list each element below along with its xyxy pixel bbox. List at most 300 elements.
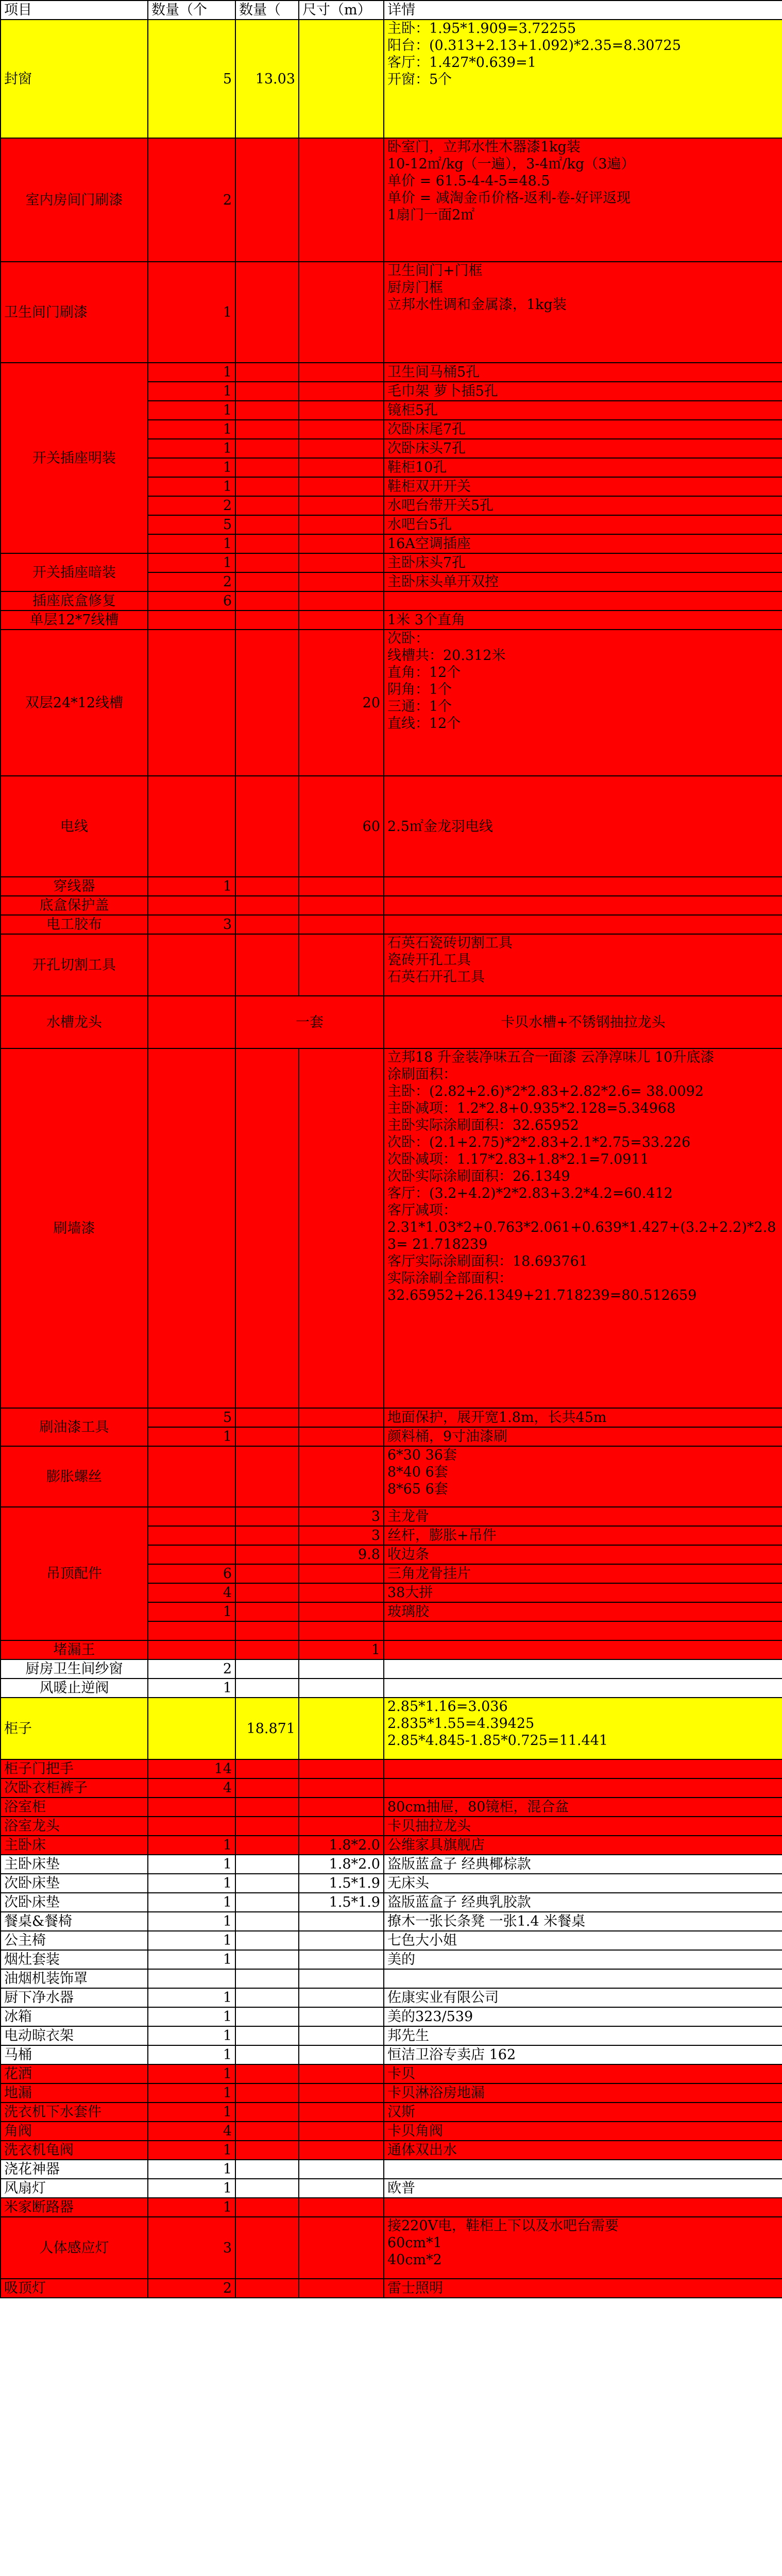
qty-count-cell[interactable]: 1 (148, 1679, 235, 1698)
size-cell[interactable] (299, 2141, 384, 2160)
size-cell[interactable] (299, 934, 384, 996)
details-cell[interactable] (384, 1640, 782, 1659)
size-cell[interactable] (299, 477, 384, 496)
details-cell[interactable] (384, 2026, 782, 2045)
qty-count-cell[interactable] (148, 776, 235, 877)
item-cell[interactable]: 室内房间门刷漆 (1, 138, 148, 262)
qty-count-cell[interactable]: 2 (148, 1659, 235, 1679)
size-cell[interactable] (299, 2160, 384, 2179)
qty-count-cell[interactable]: 1 (148, 363, 235, 382)
details-cell[interactable] (384, 1048, 782, 1408)
qty-cell[interactable] (235, 2122, 299, 2141)
item-cell[interactable]: 次卧床垫 (1, 1893, 148, 1912)
qty-count-cell[interactable]: 2 (148, 2279, 235, 2298)
qty-count-cell[interactable]: 1 (148, 1931, 235, 1950)
item-cell[interactable]: 米家断路器 (1, 2198, 148, 2217)
qty-cell[interactable] (235, 420, 299, 439)
details-cell[interactable] (384, 630, 782, 776)
item-cell[interactable]: 插座底盒修复 (1, 591, 148, 611)
size-cell[interactable] (299, 611, 384, 630)
size-cell[interactable] (299, 1621, 384, 1640)
qty-cell[interactable] (235, 496, 299, 515)
qty-count-cell[interactable]: 5 (148, 1408, 235, 1427)
details-cell[interactable] (384, 934, 782, 996)
size-cell[interactable]: 9.8 (299, 1545, 384, 1564)
qty-cell[interactable]: 18.871 (235, 1698, 299, 1759)
qty-cell[interactable] (235, 1855, 299, 1874)
details-cell[interactable] (384, 1855, 782, 1874)
details-cell[interactable] (384, 572, 782, 591)
size-cell[interactable] (299, 534, 384, 553)
item-cell[interactable]: 双层24*12线槽 (1, 630, 148, 776)
qty-count-cell[interactable]: 1 (148, 2103, 235, 2122)
size-cell[interactable] (299, 1912, 384, 1931)
qty-cell[interactable] (235, 934, 299, 996)
qty-cell[interactable] (235, 877, 299, 896)
qty-cell[interactable]: 13.03 (235, 20, 299, 138)
qty-count-cell[interactable]: 4 (148, 1583, 235, 1602)
details-cell[interactable] (384, 1912, 782, 1931)
qty-cell[interactable] (235, 1526, 299, 1545)
size-cell[interactable]: 3 (299, 1526, 384, 1545)
details-cell[interactable] (384, 915, 782, 934)
qty-cell[interactable] (235, 1950, 299, 1969)
qty-count-cell[interactable]: 1 (148, 1874, 235, 1893)
size-cell[interactable] (299, 2103, 384, 2122)
item-cell[interactable]: 风暖止逆阀 (1, 1679, 148, 1698)
qty-cell[interactable] (235, 1931, 299, 1950)
qty-cell[interactable] (235, 1583, 299, 1602)
qty-cell[interactable] (235, 2141, 299, 2160)
qty-count-cell[interactable]: 1 (148, 1950, 235, 1969)
size-cell[interactable]: 1 (299, 1640, 384, 1659)
details-cell[interactable] (384, 363, 782, 382)
details-cell[interactable] (384, 2160, 782, 2179)
item-cell[interactable]: 开关插座暗装 (1, 553, 148, 591)
details-cell[interactable] (384, 996, 782, 1048)
details-cell[interactable] (384, 1950, 782, 1969)
qty-count-cell[interactable]: 2 (148, 496, 235, 515)
qty-cell[interactable] (235, 1912, 299, 1931)
item-cell[interactable]: 电动晾衣架 (1, 2026, 148, 2045)
qty-count-cell[interactable]: 1 (148, 477, 235, 496)
header-details[interactable]: 详情 (384, 1, 782, 20)
size-cell[interactable] (299, 401, 384, 420)
item-cell[interactable]: 冰箱 (1, 2007, 148, 2026)
size-cell[interactable] (299, 2083, 384, 2103)
qty-count-cell[interactable]: 1 (148, 1912, 235, 1931)
details-cell[interactable] (384, 1602, 782, 1621)
details-cell[interactable] (384, 2179, 782, 2198)
size-cell[interactable] (299, 2217, 384, 2279)
size-cell[interactable] (299, 2279, 384, 2298)
size-cell[interactable]: 1.8*2.0 (299, 1836, 384, 1855)
details-cell[interactable] (384, 2045, 782, 2064)
size-cell[interactable] (299, 2198, 384, 2217)
item-cell[interactable]: 主卧床 (1, 1836, 148, 1855)
details-cell[interactable] (384, 1698, 782, 1759)
item-cell[interactable]: 堵漏王 (1, 1640, 148, 1659)
size-cell[interactable] (299, 439, 384, 458)
item-cell[interactable]: 电工胶布 (1, 915, 148, 934)
qty-cell[interactable] (235, 915, 299, 934)
item-cell[interactable]: 餐桌&餐椅 (1, 1912, 148, 1931)
size-cell[interactable] (299, 382, 384, 401)
size-cell[interactable]: 1.5*1.9 (299, 1874, 384, 1893)
qty-count-cell[interactable]: 1 (148, 1836, 235, 1855)
header-size[interactable]: 尺寸（m） (299, 1, 384, 20)
item-cell[interactable]: 风扇灯 (1, 2179, 148, 2198)
item-cell[interactable]: 浇花神器 (1, 2160, 148, 2179)
qty-cell[interactable] (235, 2045, 299, 2064)
qty-cell[interactable] (235, 1621, 299, 1640)
size-cell[interactable] (299, 1427, 384, 1446)
qty-count-cell[interactable]: 1 (148, 2064, 235, 2083)
qty-count-cell[interactable]: 1 (148, 1893, 235, 1912)
qty-cell[interactable] (235, 591, 299, 611)
size-cell[interactable] (299, 877, 384, 896)
details-cell[interactable] (384, 1507, 782, 1526)
details-cell[interactable] (384, 534, 782, 553)
qty-cell[interactable] (235, 2217, 299, 2279)
qty-cell[interactable] (235, 1836, 299, 1855)
details-cell[interactable] (384, 1969, 782, 1988)
details-cell[interactable] (384, 477, 782, 496)
qty-cell[interactable] (235, 1640, 299, 1659)
qty-count-cell[interactable]: 1 (148, 458, 235, 477)
details-cell[interactable] (384, 1798, 782, 1817)
item-cell[interactable]: 公主椅 (1, 1931, 148, 1950)
qty-count-cell[interactable]: 5 (148, 515, 235, 534)
qty-cell[interactable] (235, 363, 299, 382)
details-cell[interactable] (384, 877, 782, 896)
header-qty-count[interactable]: 数量（个 (148, 1, 235, 20)
qty-cell[interactable] (235, 1048, 299, 1408)
details-cell[interactable] (384, 1759, 782, 1778)
details-cell[interactable] (384, 2103, 782, 2122)
size-cell[interactable] (299, 1798, 384, 1817)
size-cell[interactable] (299, 496, 384, 515)
details-cell[interactable] (384, 1427, 782, 1446)
details-cell[interactable] (384, 138, 782, 262)
size-cell[interactable] (299, 363, 384, 382)
details-cell[interactable] (384, 1817, 782, 1836)
qty-cell[interactable] (235, 1988, 299, 2007)
size-cell[interactable]: 3 (299, 1507, 384, 1526)
size-cell[interactable] (299, 896, 384, 915)
qty-cell[interactable] (235, 1874, 299, 1893)
item-cell[interactable]: 刷墙漆 (1, 1048, 148, 1408)
item-cell[interactable]: 底盒保护盖 (1, 896, 148, 915)
details-cell[interactable] (384, 1988, 782, 2007)
qty-cell[interactable] (235, 630, 299, 776)
details-cell[interactable] (384, 1874, 782, 1893)
qty-cell[interactable] (235, 1446, 299, 1507)
qty-cell[interactable] (235, 1507, 299, 1526)
item-cell[interactable]: 花洒 (1, 2064, 148, 2083)
size-cell[interactable] (299, 262, 384, 363)
qty-count-cell[interactable] (148, 1048, 235, 1408)
details-cell[interactable] (384, 439, 782, 458)
qty-cell[interactable] (235, 138, 299, 262)
size-cell[interactable] (299, 1988, 384, 2007)
size-cell[interactable] (299, 2179, 384, 2198)
qty-cell[interactable] (235, 1893, 299, 1912)
item-cell[interactable]: 地漏 (1, 2083, 148, 2103)
item-cell[interactable]: 电线 (1, 776, 148, 877)
qty-count-cell[interactable]: 1 (148, 1855, 235, 1874)
size-cell[interactable] (299, 915, 384, 934)
qty-count-cell[interactable] (148, 934, 235, 996)
size-cell[interactable] (299, 591, 384, 611)
qty-cell[interactable] (235, 2279, 299, 2298)
size-cell[interactable] (299, 2045, 384, 2064)
qty-cell[interactable] (235, 477, 299, 496)
item-cell[interactable]: 单层12*7线槽 (1, 611, 148, 630)
header-qty[interactable]: 数量（ (235, 1, 299, 20)
details-cell[interactable] (384, 776, 782, 877)
item-cell[interactable]: 次卧床垫 (1, 1874, 148, 1893)
qty-count-cell[interactable]: 1 (148, 2026, 235, 2045)
item-cell[interactable]: 吸顶灯 (1, 2279, 148, 2298)
qty-count-cell[interactable]: 6 (148, 1564, 235, 1583)
qty-count-cell[interactable] (148, 630, 235, 776)
qty-cell[interactable] (235, 1564, 299, 1583)
size-cell[interactable] (299, 1583, 384, 1602)
qty-cell[interactable] (235, 401, 299, 420)
details-cell[interactable] (384, 1408, 782, 1427)
details-cell[interactable] (384, 1621, 782, 1640)
qty-count-cell[interactable]: 14 (148, 1759, 235, 1778)
item-cell[interactable]: 卫生间门刷漆 (1, 262, 148, 363)
qty-count-cell[interactable]: 1 (148, 534, 235, 553)
details-cell[interactable] (384, 1931, 782, 1950)
details-cell[interactable] (384, 382, 782, 401)
qty-count-cell[interactable]: 3 (148, 915, 235, 934)
item-cell[interactable]: 穿线器 (1, 877, 148, 896)
size-cell[interactable] (299, 2122, 384, 2141)
qty-count-cell[interactable] (148, 1817, 235, 1836)
qty-cell[interactable] (235, 2007, 299, 2026)
qty-cell[interactable] (235, 1969, 299, 1988)
item-cell[interactable]: 开孔切割工具 (1, 934, 148, 996)
size-cell[interactable]: 1.8*2.0 (299, 1855, 384, 1874)
qty-count-cell[interactable] (148, 1526, 235, 1545)
size-cell[interactable] (299, 1931, 384, 1950)
qty-cell[interactable] (235, 515, 299, 534)
size-cell[interactable] (299, 1698, 384, 1759)
size-cell[interactable] (299, 1048, 384, 1408)
item-cell[interactable]: 洗衣机下水套件 (1, 2103, 148, 2122)
qty-cell[interactable] (235, 2160, 299, 2179)
size-cell[interactable]: 60 (299, 776, 384, 877)
details-cell[interactable] (384, 1659, 782, 1679)
qty-count-cell[interactable]: 1 (148, 877, 235, 896)
qty-count-cell[interactable]: 1 (148, 1602, 235, 1621)
qty-count-cell[interactable]: 5 (148, 20, 235, 138)
qty-count-cell[interactable]: 1 (148, 439, 235, 458)
qty-cell[interactable] (235, 776, 299, 877)
qty-cell[interactable] (235, 611, 299, 630)
details-cell[interactable] (384, 2007, 782, 2026)
qty-cell[interactable] (235, 2083, 299, 2103)
header-item[interactable]: 项目 (1, 1, 148, 20)
item-cell[interactable]: 厨房卫生间纱窗 (1, 1659, 148, 1679)
item-cell[interactable]: 柜子 (1, 1698, 148, 1759)
qty-cell[interactable] (235, 262, 299, 363)
size-cell[interactable] (299, 1408, 384, 1427)
qty-count-cell[interactable]: 1 (148, 401, 235, 420)
qty-count-cell[interactable]: 1 (148, 2083, 235, 2103)
item-cell[interactable]: 封窗 (1, 20, 148, 138)
item-cell[interactable]: 浴室柜 (1, 1798, 148, 1817)
size-cell[interactable] (299, 1778, 384, 1798)
details-cell[interactable] (384, 896, 782, 915)
item-cell[interactable]: 主卧床垫 (1, 1855, 148, 1874)
details-cell[interactable] (384, 2198, 782, 2217)
qty-count-cell[interactable]: 1 (148, 2141, 235, 2160)
qty-count-cell[interactable] (148, 1507, 235, 1526)
qty-cell[interactable] (235, 2198, 299, 2217)
item-cell[interactable]: 膨胀螺丝 (1, 1446, 148, 1507)
size-cell[interactable] (299, 2026, 384, 2045)
item-cell[interactable]: 油烟机装饰罩 (1, 1969, 148, 1988)
details-cell[interactable] (384, 20, 782, 138)
qty-count-cell[interactable] (148, 1698, 235, 1759)
details-cell[interactable] (384, 401, 782, 420)
details-cell[interactable] (384, 591, 782, 611)
qty-cell[interactable] (235, 1408, 299, 1427)
qty-count-cell[interactable] (148, 1621, 235, 1640)
qty-count-cell[interactable]: 1 (148, 553, 235, 572)
details-cell[interactable] (384, 1545, 782, 1564)
qty-count-cell[interactable]: 1 (148, 1988, 235, 2007)
details-cell[interactable] (384, 1564, 782, 1583)
item-cell[interactable]: 水槽龙头 (1, 996, 148, 1048)
qty-cell[interactable] (235, 439, 299, 458)
size-cell[interactable] (299, 1969, 384, 1988)
qty-count-cell[interactable]: 1 (148, 2045, 235, 2064)
details-cell[interactable] (384, 2064, 782, 2083)
qty-count-cell[interactable]: 1 (148, 2179, 235, 2198)
size-cell[interactable] (299, 515, 384, 534)
qty-count-cell[interactable]: 6 (148, 591, 235, 611)
qty-cell[interactable] (235, 896, 299, 915)
size-cell[interactable] (299, 138, 384, 262)
size-cell[interactable] (299, 1817, 384, 1836)
details-cell[interactable] (384, 1778, 782, 1798)
item-cell[interactable]: 吊顶配件 (1, 1507, 148, 1640)
size-cell[interactable] (299, 553, 384, 572)
item-cell[interactable]: 马桶 (1, 2045, 148, 2064)
qty-count-cell[interactable] (148, 1640, 235, 1659)
size-cell[interactable]: 1.5*1.9 (299, 1893, 384, 1912)
details-cell[interactable] (384, 2122, 782, 2141)
item-cell[interactable]: 刷油漆工具 (1, 1408, 148, 1446)
item-cell[interactable]: 柜子门把手 (1, 1759, 148, 1778)
size-cell[interactable] (299, 1602, 384, 1621)
qty-count-cell[interactable]: 1 (148, 420, 235, 439)
size-cell[interactable]: 20 (299, 630, 384, 776)
details-cell[interactable] (384, 262, 782, 363)
size-cell[interactable] (299, 1659, 384, 1679)
size-cell[interactable] (299, 2007, 384, 2026)
item-cell[interactable]: 开关插座明装 (1, 363, 148, 553)
qty-cell[interactable] (235, 2064, 299, 2083)
qty-cell[interactable] (235, 1778, 299, 1798)
size-cell[interactable] (299, 1950, 384, 1969)
qty-cell[interactable] (235, 1659, 299, 1679)
qty-count-cell[interactable]: 3 (148, 2217, 235, 2279)
item-cell[interactable]: 角阀 (1, 2122, 148, 2141)
qty-cell[interactable] (235, 553, 299, 572)
details-cell[interactable] (384, 1893, 782, 1912)
qty-cell[interactable] (235, 1679, 299, 1698)
details-cell[interactable] (384, 420, 782, 439)
size-cell[interactable] (299, 2064, 384, 2083)
details-cell[interactable] (384, 496, 782, 515)
item-cell[interactable]: 浴室龙头 (1, 1817, 148, 1836)
qty-cell[interactable] (235, 458, 299, 477)
size-cell[interactable] (299, 1446, 384, 1507)
qty-count-cell[interactable]: 2 (148, 572, 235, 591)
qty-count-cell[interactable] (148, 1969, 235, 1988)
qty-cell[interactable] (235, 1545, 299, 1564)
details-cell[interactable] (384, 2217, 782, 2279)
qty-count-cell[interactable]: 1 (148, 262, 235, 363)
details-cell[interactable] (384, 1583, 782, 1602)
details-cell[interactable] (384, 515, 782, 534)
details-cell[interactable] (384, 611, 782, 630)
qty-cell[interactable] (235, 534, 299, 553)
qty-cell[interactable] (235, 1759, 299, 1778)
qty-count-cell[interactable]: 1 (148, 382, 235, 401)
qty-count-cell[interactable] (148, 996, 235, 1048)
qty-count-cell[interactable]: 2 (148, 138, 235, 262)
details-cell[interactable] (384, 458, 782, 477)
qty-cell[interactable] (235, 1602, 299, 1621)
qty-cell[interactable] (235, 1427, 299, 1446)
qty-count-cell[interactable] (148, 896, 235, 915)
qty-count-cell[interactable] (148, 1798, 235, 1817)
qty-cell[interactable] (235, 1798, 299, 1817)
item-cell[interactable]: 人体感应灯 (1, 2217, 148, 2279)
details-cell[interactable] (384, 553, 782, 572)
qty-count-cell[interactable]: 1 (148, 1427, 235, 1446)
qty-count-cell[interactable]: 4 (148, 2122, 235, 2141)
details-cell[interactable] (384, 1836, 782, 1855)
details-cell[interactable] (384, 2083, 782, 2103)
qty-cell[interactable] (235, 2179, 299, 2198)
qty-count-cell[interactable]: 1 (148, 2160, 235, 2179)
qty-cell[interactable] (235, 382, 299, 401)
qty-count-cell[interactable]: 4 (148, 1778, 235, 1798)
qty-cell[interactable] (235, 572, 299, 591)
size-cell[interactable] (299, 20, 384, 138)
details-cell[interactable] (384, 1526, 782, 1545)
qty-count-cell[interactable] (148, 1446, 235, 1507)
size-cell[interactable] (299, 420, 384, 439)
details-cell[interactable] (384, 2141, 782, 2160)
item-cell[interactable]: 厨下净水器 (1, 1988, 148, 2007)
qty-count-cell[interactable]: 1 (148, 2007, 235, 2026)
qty-count-cell[interactable] (148, 611, 235, 630)
qty-cell[interactable] (235, 2103, 299, 2122)
item-cell[interactable]: 烟灶套装 (1, 1950, 148, 1969)
size-cell[interactable] (299, 1564, 384, 1583)
qty-cell[interactable] (235, 1817, 299, 1836)
size-cell[interactable] (299, 458, 384, 477)
